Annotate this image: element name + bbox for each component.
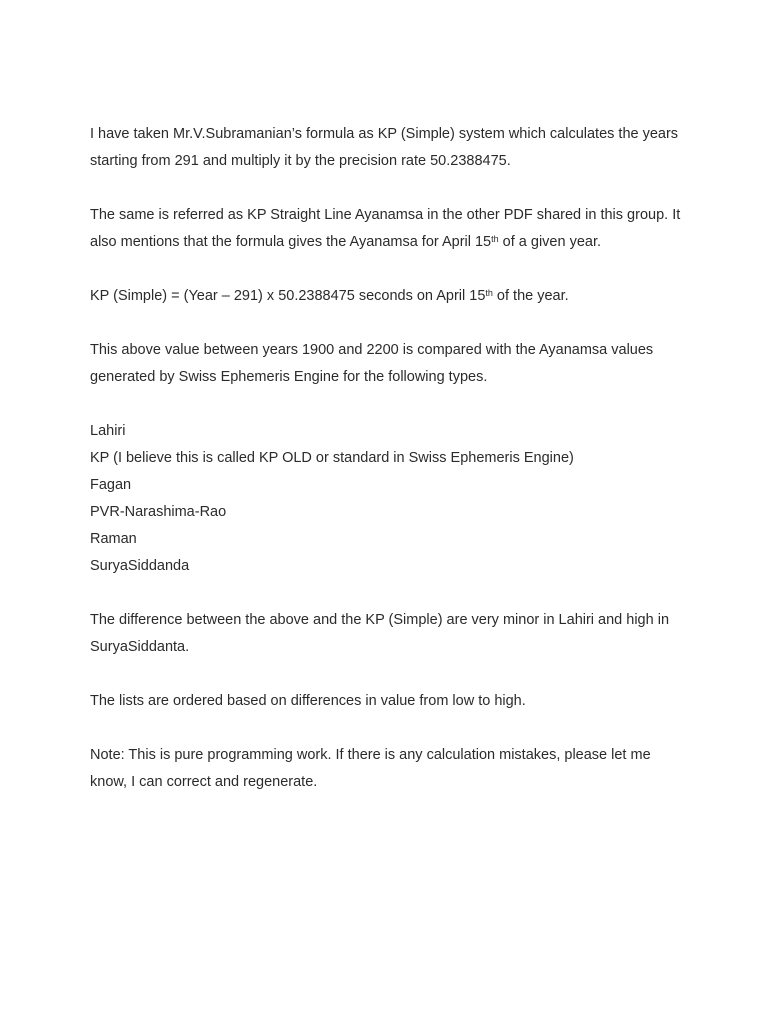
reference-text-end: of a given year. (498, 234, 602, 250)
reference-paragraph (90, 202, 690, 256)
reference-text: The same is referred as KP Straight Line Ayanamsa in the other PDF shared in this group. It also mentions that the formula gives the Ayanamsa for April 15 (90, 207, 681, 250)
list-item: Lahiri (90, 423, 126, 439)
formula-text-end: of the year. (492, 288, 569, 304)
list-item: SuryaSiddanda (90, 558, 190, 574)
list-item: Fagan (90, 477, 132, 493)
ordering-paragraph: The lists are ordered based on differences in value from low to high. (90, 693, 526, 709)
document-body (90, 121, 690, 823)
ayanamsa-type-list (90, 418, 690, 580)
list-item: PVR-Narashima-Rao (90, 504, 227, 520)
ordinal-suffix: th (485, 288, 493, 298)
list-item: KP (I believe this is called KP OLD or standard in Swiss Ephemeris Engine) (90, 450, 574, 466)
note-paragraph: Note: This is pure programming work. If there is any calculation mistakes, please let me know, I can correct and regenerate. (90, 747, 651, 790)
formula-text: KP (Simple) = (Year – 291) x 50.2388475 seconds on April 15 (90, 288, 486, 304)
comparison-paragraph: This above value between years 1900 and 2200 is compared with the Ayanamsa values generated by Swiss Ephemeris Engine for the following types. (90, 342, 654, 385)
difference-paragraph: The difference between the above and the KP (Simple) are very minor in Lahiri and high in SuryaSiddanta. (90, 612, 670, 655)
list-item: Raman (90, 531, 137, 547)
formula-paragraph (90, 283, 690, 310)
ordinal-suffix: th (491, 234, 499, 244)
intro-paragraph: I have taken Mr.V.Subramanian’s formula as KP (Simple) system which calculates the years starting from 291 and multiply it by the precision rate 50.2388475. (90, 126, 679, 169)
